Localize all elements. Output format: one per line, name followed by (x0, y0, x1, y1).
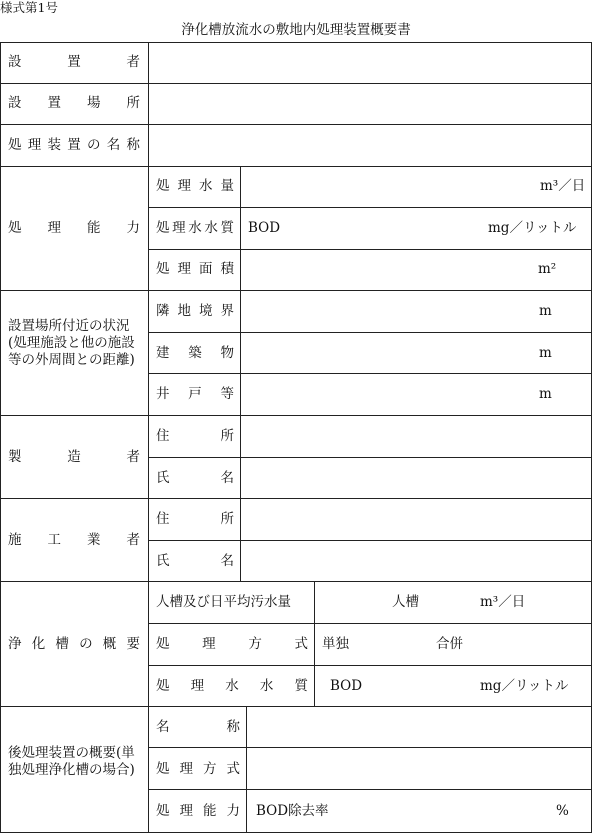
label-char: 概 (102, 636, 117, 652)
label-char: 称 (226, 719, 240, 735)
label-char: 力 (126, 220, 140, 236)
label-contractor (8, 532, 140, 548)
label-manufacturer (8, 449, 140, 465)
label-char: 能 (87, 220, 101, 236)
label-char: 所 (220, 511, 234, 527)
label-surroundings: 設置場所付近の状況(処理施設と他の施設等の外周間との距離) (8, 318, 135, 368)
unit-area: m² (538, 261, 557, 277)
label-char: 理 (179, 803, 193, 819)
unit-boundary: m (539, 303, 552, 319)
label-char: 処 (156, 220, 170, 236)
form-number: 様式第1号 (0, 0, 58, 15)
option-single: 単独 (322, 636, 349, 652)
label-char: 名 (220, 470, 234, 486)
label-char: 処 (156, 761, 170, 777)
label-char: 方 (203, 761, 217, 777)
label-char: 界 (220, 303, 234, 319)
label-water-quality (156, 220, 234, 236)
label-char: 面 (199, 261, 213, 277)
label-char: 井 (156, 386, 170, 402)
label-char: 所 (126, 95, 140, 111)
label-char: 置 (47, 95, 61, 111)
label-char: 水 (188, 220, 202, 236)
label-char: 理 (172, 220, 186, 236)
unit-percent: % (556, 803, 569, 819)
label-char: 理 (190, 678, 205, 694)
label-char: 等 (220, 386, 234, 402)
unit-well: m (539, 386, 552, 402)
label-char: 置 (67, 137, 81, 153)
label-char: 理 (177, 178, 191, 194)
label-char: 処 (156, 178, 170, 194)
unit-water-volume: m³／日 (540, 178, 586, 194)
label-building (156, 345, 234, 361)
label-septic (8, 636, 140, 652)
label-char: 氏 (156, 553, 170, 569)
label-char: 装 (47, 137, 61, 153)
label-well (156, 386, 234, 402)
label-char: 築 (188, 345, 202, 361)
label-char: 処 (8, 220, 22, 236)
label-char: 設 (8, 54, 22, 70)
label-people-flow: 人槽及び日平均汚水量 (156, 594, 291, 610)
label-char: 水 (225, 678, 239, 694)
label-char: 理 (27, 137, 42, 153)
label-area (156, 261, 234, 277)
label-char: 能 (203, 803, 217, 819)
label-char: 称 (126, 137, 140, 153)
unit-people: 人槽 (392, 594, 419, 610)
label-char: 物 (220, 345, 234, 361)
label-post-name (156, 719, 240, 735)
label-char: 処 (8, 137, 22, 153)
label-char: 造 (67, 449, 81, 465)
label-char: 理 (47, 220, 61, 236)
label-char: 水 (199, 178, 213, 194)
label-device-name (8, 137, 140, 153)
label-char: 処 (156, 636, 170, 652)
label-manufacturer-name (156, 470, 234, 486)
label-char: 理 (202, 636, 216, 652)
label-char: 戸 (188, 386, 202, 402)
label-post-method (156, 761, 240, 777)
label-septic-method (156, 636, 308, 652)
unit-building: m (539, 345, 552, 361)
label-char: 浄 (8, 636, 22, 652)
septic-bod: BOD (330, 678, 363, 694)
label-char: 方 (248, 636, 262, 652)
label-char: 積 (220, 261, 234, 277)
label-char: の (79, 636, 93, 652)
label-char: 地 (177, 303, 191, 319)
label-char: 処 (156, 261, 170, 277)
label-capacity (8, 220, 140, 236)
label-post: 後処理装置の概要(単独処理浄化槽の場合) (8, 745, 135, 778)
label-char: 製 (8, 449, 22, 465)
label-char: 設 (8, 95, 22, 111)
label-char: 理 (177, 261, 191, 277)
unit-septic-quality: mg／リットル (480, 678, 569, 694)
label-char: 建 (156, 345, 170, 361)
label-char: 住 (156, 428, 170, 444)
post-removal-rate: BOD除去率 (256, 803, 329, 819)
label-boundary (156, 303, 234, 319)
label-char: 者 (126, 449, 140, 465)
label-char: 者 (126, 54, 140, 70)
label-char: 業 (87, 532, 101, 548)
label-char: 境 (199, 303, 213, 319)
label-char: 力 (226, 803, 240, 819)
label-char: 処 (156, 803, 170, 819)
label-char: 量 (220, 178, 234, 194)
label-char: 名 (106, 137, 121, 153)
label-char: 質 (294, 678, 308, 694)
label-char: 工 (47, 532, 61, 548)
label-water-volume (156, 178, 234, 194)
label-char: 要 (126, 636, 140, 652)
label-char: 氏 (156, 470, 170, 486)
unit-water-quality: mg／リットル (488, 220, 577, 236)
unit-flow: m³／日 (480, 594, 526, 610)
label-post-capacity (156, 803, 240, 819)
option-combined: 合併 (436, 636, 463, 652)
label-char: 名 (220, 553, 234, 569)
label-char: 隣 (156, 303, 170, 319)
label-char: の (87, 137, 101, 153)
label-char: 質 (220, 220, 234, 236)
label-char: 名 (156, 719, 170, 735)
label-char: 者 (126, 532, 140, 548)
summary-table (0, 42, 592, 833)
label-char: 所 (220, 428, 234, 444)
label-char: 場 (87, 95, 101, 111)
label-char: 施 (8, 532, 22, 548)
label-char: 式 (294, 636, 308, 652)
label-char: 式 (226, 761, 240, 777)
label-manufacturer-address (156, 428, 234, 444)
document-title: 浄化槽放流水の敷地内処理装置概要書 (181, 22, 411, 38)
water-quality-bod: BOD (248, 220, 281, 236)
label-contractor-name (156, 553, 234, 569)
label-char: 理 (179, 761, 193, 777)
label-char: 置 (67, 54, 81, 70)
label-septic-quality (156, 678, 308, 694)
label-char: 住 (156, 511, 170, 527)
label-char: 処 (156, 678, 170, 694)
label-location (8, 95, 140, 111)
label-char: 槽 (55, 636, 69, 652)
label-char: 化 (31, 636, 46, 652)
label-contractor-address (156, 511, 234, 527)
label-char: 水 (204, 220, 218, 236)
label-char: 水 (259, 678, 274, 694)
label-installer (8, 54, 140, 70)
